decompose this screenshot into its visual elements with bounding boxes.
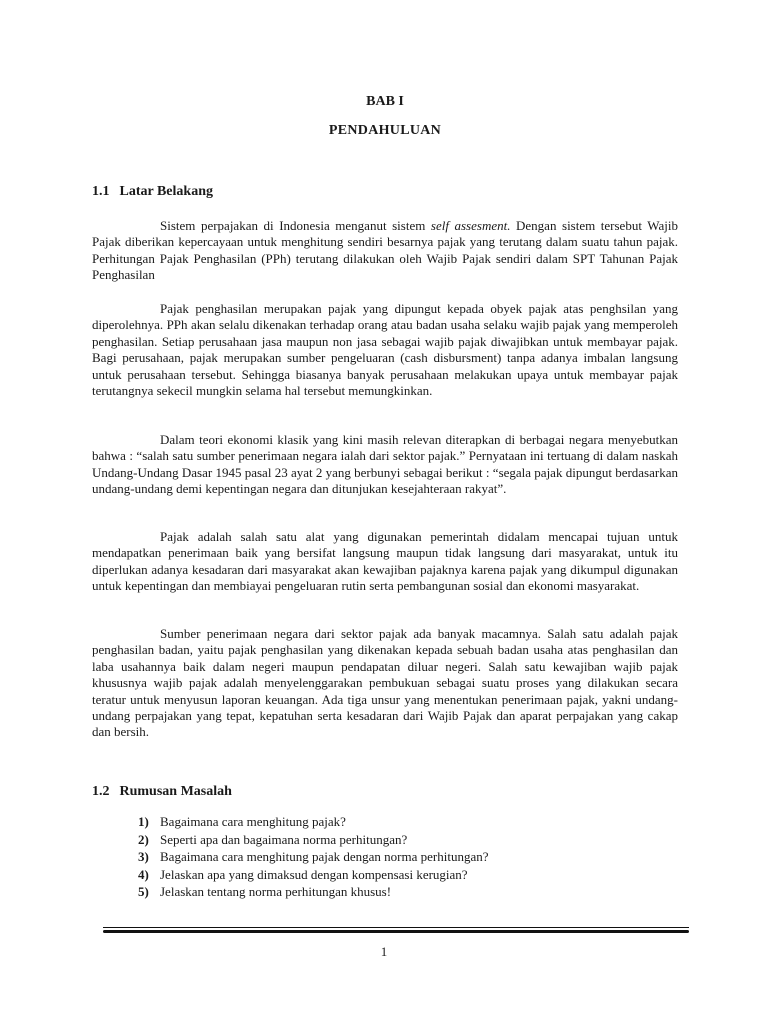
paragraph-5: Sumber penerimaan negara dari sektor pajak ada banyak macamnya. Salah satu adalah pajak penghasilan badan, yaitu pajak penghasilan yang dikenakan kepada sebuah badan usaha atas penghasilan dan laba usahannya baik dalam negeri maupun pendapatan diluar negeri. Salah satu kewajiban wajib pajak khususnya wajib pajak adalah menyelenggarakan pembukuan sebagai suatu proses yang dilakukan secara teratur untuk menyusun laporan keuangan. Ada tiga unsur yang menentukan penerimaan pajak, yakni undang-undang perpajakan yang tepat, kepatuhan serta kesadaran dari Wajib Pajak dan aparat perpajakan yang cakap dan bersih.	[92, 626, 678, 740]
section-heading-latar-belakang	[92, 184, 213, 200]
section-number: 1.1	[92, 184, 110, 199]
list-item	[138, 848, 678, 866]
paragraph-2: Pajak penghasilan merupakan pajak yang dipungut kepada obyek pajak atas penghsilan yang diperolehnya. PPh akan selalu dikenakan terhadap orang atau badan usaha selaku wajib pajak yang memperoleh penghasilan. Setiap perusahaan jasa maupun non jasa sebagai wajib pajak diwajibkan untuk membayar pajak. Bagi perusahaan, pajak merupakan sumber pengeluaran (cash disbursment) tanpa adanya imbalan langsung untuk perusahaan tersebut. Sehingga biasanya banyak perusahaan melakukan upaya untuk membayar pajak terutangnya sekecil mungkin selama hal tersebut memungkinkan.	[92, 301, 678, 399]
list-item-text: Jelaskan apa yang dimaksud dengan kompensasi kerugian?	[160, 866, 468, 882]
list-item-text: Seperti apa dan bagaimana norma perhitungan?	[160, 831, 408, 847]
section-title: Latar Belakang	[119, 184, 213, 199]
list-item	[138, 813, 678, 831]
list-item-number: 5)	[138, 884, 149, 899]
footer-rule-thick	[103, 930, 689, 933]
paragraph-3: Dalam teori ekonomi klasik yang kini masih relevan diterapkan di berbagai negara menyebutkan bahwa : “salah satu sumber penerimaan negara ialah dari sektor pajak.” Pernyataan ini tertuang di dalam naskah Undang-Undang Dasar 1945 pasal 23 ayat 2 yang berbunyi sebagai berikut : “segala pajak dipungut berdasarkan undang-undang demi kepentingan negara dan ditunjukan kesejahteraan rakyat”.	[92, 432, 678, 497]
list-item-number: 2)	[138, 831, 149, 847]
list-item-number: 4)	[138, 866, 149, 882]
list-item-text: Bagaimana cara menghitung pajak?	[160, 814, 346, 829]
section-heading-rumusan-masalah	[92, 784, 232, 800]
chapter-number: BAB I	[366, 94, 404, 109]
paragraph-1	[92, 218, 678, 284]
list-item-text: Bagaimana cara menghitung pajak dengan norma perhitungan?	[160, 849, 489, 864]
list-item	[138, 866, 678, 884]
paragraph-1-text-cont: Dengan sistem tersebut Wajib Pajak diberikan kepercayaan untuk menghitung sendiri besarnya pajak yang terutang dalam suatu tahun pajak. Perhitungan Pajak Penghasilan (PPh) terutang dilakukan oleh Wajib Pajak sendiri dalam SPT Tahunan Pajak Penghasilan	[92, 218, 678, 283]
paragraph-4: Pajak adalah salah satu alat yang digunakan pemerintah didalam mencapai tujuan untuk mendapatkan penerimaan baik yang bersifat langsung maupun tidak langsung dari masyarakat, untuk itu diperlukan adanya kesadaran dari masyarakat akan kewajiban pajaknya karena pajak yang dikumpul digunakan untuk kepentingan dan membiayai pengeluaran rutin serta pembangunan sosial dan ekonomi masyarakat.	[92, 529, 678, 594]
section-title: Rumusan Masalah	[119, 784, 232, 799]
list-item	[138, 883, 678, 901]
section-number: 1.2	[92, 784, 110, 799]
list-item-number: 3)	[138, 849, 149, 864]
list-item-number: 1)	[138, 814, 149, 829]
footer-rule-thin	[103, 927, 689, 928]
page-number: 1	[380, 944, 388, 959]
paragraph-1-italic: self assesment.	[430, 218, 511, 233]
list-item	[138, 831, 678, 849]
list-item-text: Jelaskan tentang norma perhitungan khusus!	[160, 884, 392, 899]
paragraph-1-text: Sistem perpajakan di Indonesia menganut sistem	[160, 218, 431, 233]
chapter-title: PENDAHULUAN	[328, 123, 442, 138]
question-list	[138, 813, 678, 901]
